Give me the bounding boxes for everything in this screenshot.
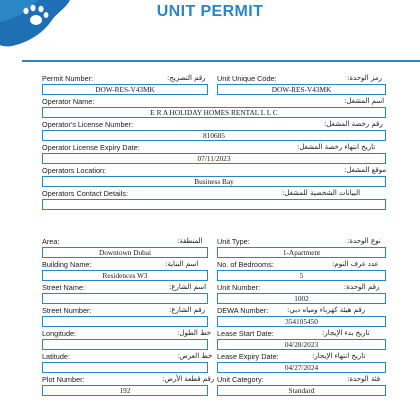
- lease-expiry-value: 04/27/2024: [217, 362, 386, 373]
- lease-start-label: Lease Start Date:: [217, 329, 274, 338]
- street-number-label: Street Number:: [42, 306, 92, 315]
- operator-license-number-value: 810685: [42, 130, 386, 141]
- building-name-label: Building Name:: [42, 260, 92, 269]
- building-name-value: Residences W3: [42, 270, 208, 281]
- operators-location-value: Business Bay: [42, 176, 386, 187]
- plot-number-label: Plot Number:: [42, 375, 85, 384]
- dewa-number-label-ar: رقم هيئة كهرباء ومياه دبي:: [287, 306, 366, 314]
- operators-contact-field: [42, 188, 386, 199]
- lease-expiry-field: [42, 351, 386, 372]
- unit-unique-code-label-ar: رمز الوحدة:: [347, 74, 382, 82]
- street-number-label-ar: رقم الشارع:: [169, 306, 205, 314]
- dewa-number-value: 354105450: [217, 316, 386, 327]
- street-name-label: Street Name:: [42, 283, 85, 292]
- unit-number-field: [42, 282, 386, 303]
- building-name-label-ar: اسم البناية:: [165, 260, 199, 268]
- unit-unique-code-label: Unit Unique Code:: [217, 74, 277, 83]
- lease-start-field: [42, 328, 386, 349]
- operator-license-number-field: [42, 119, 386, 140]
- street-name-value: [42, 293, 208, 304]
- operator-license-expiry-label: Operator License Expiry Date:: [42, 143, 140, 152]
- operator-name-value: E R A HOLIDAY HOMES RENTAL L L C: [42, 107, 386, 118]
- permit-number-label-ar: رقم التصريح:: [167, 74, 206, 82]
- unit-number-label: Unit Number:: [217, 283, 260, 292]
- operator-license-number-label: Operator's License Number:: [42, 120, 134, 129]
- operators-location-label-ar: موقع المشغل:: [344, 166, 387, 174]
- permit-number-value: DOW-RES-V43MK: [42, 84, 208, 95]
- operators-location-field: [42, 165, 387, 186]
- street-name-label-ar: اسم الشارع:: [169, 283, 207, 291]
- longitude-label-ar: خط الطول:: [177, 329, 212, 337]
- operator-license-expiry-value: 07/11/2023: [42, 153, 386, 164]
- unit-unique-code-field: [42, 73, 386, 94]
- unit-category-value: Standard: [217, 385, 386, 396]
- operator-license-number-label-ar: رقم رخصة المشغل:: [324, 120, 383, 128]
- unit-unique-code-value: DOW-RES-V43MK: [217, 84, 386, 95]
- plot-number-label-ar: رقم قطعة الأرض:: [162, 375, 215, 383]
- operators-contact-value: [42, 199, 386, 210]
- dewa-number-field: [42, 305, 386, 326]
- dewa-number-label: DEWA Number:: [217, 306, 269, 315]
- latitude-label-ar: خط العرض:: [177, 352, 213, 360]
- bedrooms-label-ar: عدد غرف النوم:: [332, 260, 379, 268]
- operator-name-label-ar: اسم المشغل:: [344, 97, 385, 105]
- lease-expiry-label-ar: تاريخ انتهاء الإيجار:: [312, 352, 366, 360]
- operators-contact-label: Operators Contact Details:: [42, 189, 128, 198]
- lease-start-label-ar: تاريخ بدء الإيجار:: [322, 329, 370, 337]
- unit-category-label: Unit Category:: [217, 375, 264, 384]
- operator-name-label: Operator Name:: [42, 97, 95, 106]
- operators-contact-label-ar: البيانات الشخصية للمشغل:: [282, 189, 361, 197]
- longitude-value: [42, 339, 208, 350]
- permit-number-label: Permit Number:: [42, 74, 94, 83]
- area-value: Downtown Dubai: [42, 247, 208, 258]
- unit-category-label-ar: فئة الوحدة:: [347, 375, 381, 383]
- unit-type-label-ar: نوع الوحدة:: [347, 237, 381, 245]
- operator-license-expiry-label-ar: تاريخ انتهاء رخصة المشغل:: [297, 143, 376, 151]
- lease-expiry-label: Lease Expiry Date:: [217, 352, 279, 361]
- latitude-value: [42, 362, 208, 373]
- latitude-label: Latitude:: [42, 352, 70, 361]
- longitude-label: Longitude:: [42, 329, 77, 338]
- header-divider: [22, 60, 420, 62]
- lease-start-value: 04/28/2023: [217, 339, 386, 350]
- unit-number-value: 1002: [217, 293, 386, 304]
- operator-license-expiry-field: [42, 142, 386, 163]
- page-title: UNIT PERMIT: [156, 3, 264, 20]
- street-number-value: [42, 316, 208, 327]
- plot-number-value: 192: [42, 385, 208, 396]
- area-label: Area:: [42, 237, 60, 246]
- unit-number-label-ar: رقم الوحدة:: [344, 283, 380, 291]
- area-label-ar: المنطقة:: [177, 237, 203, 245]
- operators-location-label: Operators Location:: [42, 166, 107, 175]
- bedrooms-label: No. of Bedrooms:: [217, 260, 274, 269]
- bedrooms-value: 5: [217, 270, 386, 281]
- unit-type-label: Unit Type:: [217, 237, 250, 246]
- operator-name-field: [42, 96, 386, 117]
- unit-type-value: 1-Apartment: [217, 247, 386, 258]
